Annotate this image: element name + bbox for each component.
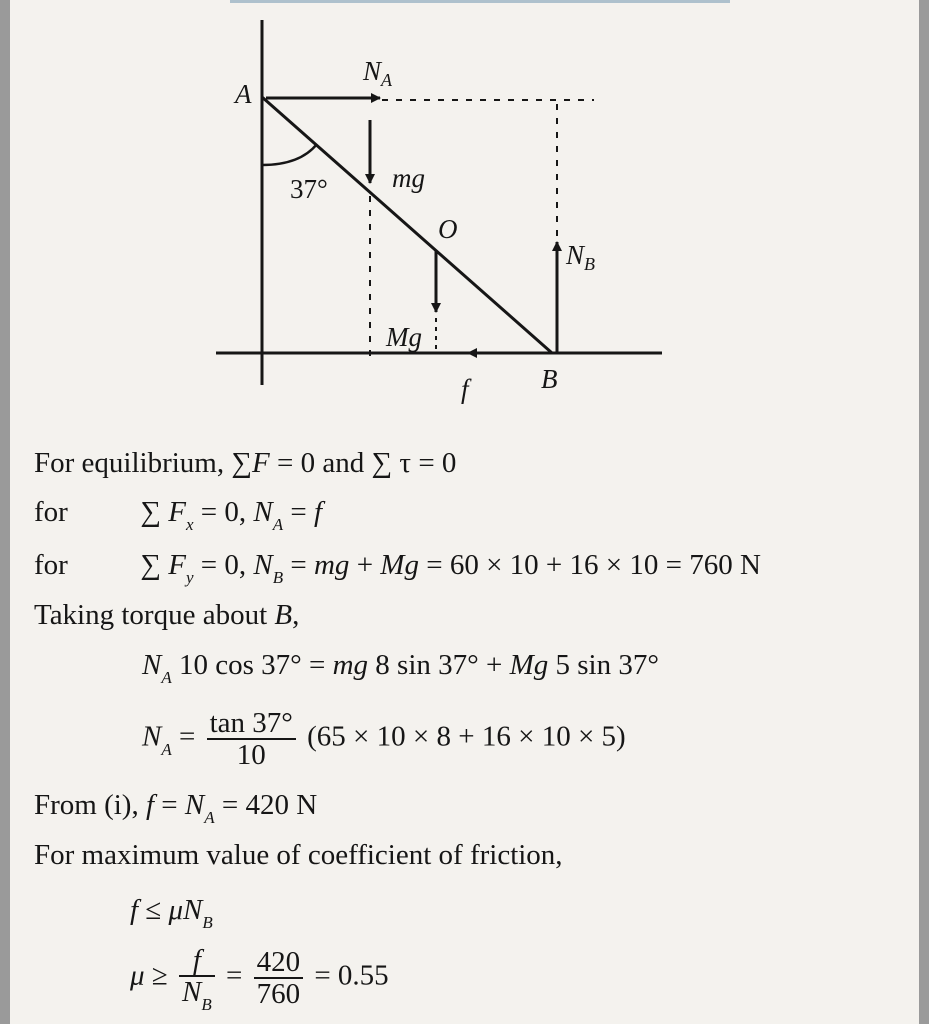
- friction-value-line: From (i), $f = N_A = 420$ N: [34, 789, 318, 827]
- NB-label: $N_B$: [566, 240, 596, 274]
- NA-label: $N_A$: [363, 56, 393, 90]
- solution-page: [10, 0, 919, 1024]
- na-solution-line: $N_A$ = $\frac{\tan 37^\circ}{10}$ (65 × 10 × 8 + 16 × 10 × 5): [142, 707, 626, 771]
- Mg-label: Mg: [386, 322, 422, 352]
- numeric-fraction: $\frac{420}{760}$: [254, 947, 304, 1009]
- tan-fraction: $\frac{\tan 37^\circ}{10}$: [207, 708, 296, 770]
- equilibrium-line: For equilibrium, ∑F = 0 and ∑ τ = 0: [34, 447, 457, 479]
- torque-equation-line: $N_A$ 10 cos 37° = mg 8 sin 37° + Mg 5 sin 37°: [142, 649, 659, 687]
- sum-fx-line: for ∑ $F_x = 0$, $N_A = f$: [34, 496, 323, 534]
- point-A-label: A: [235, 79, 252, 109]
- ladder-free-body-diagram: [10, 0, 919, 420]
- inequality-line: $f \le \mu N_B$: [130, 894, 213, 932]
- mg-label: mg: [392, 163, 425, 193]
- max-coefficient-line: For maximum value of coefficient of friction,: [34, 839, 563, 871]
- mu-result-line: μ ≥ $\frac{f}{N_B}$ = $\frac{420}{760}$ = 0.55: [130, 944, 389, 1014]
- angle-label: 37°: [290, 174, 328, 204]
- sum-fy-line: for ∑ $F_y = 0$, $N_B$ = mg + Mg = 60 × 10 + 16 × 10 = 760 N: [34, 549, 761, 587]
- f-over-nb-fraction: $\frac{f}{N_B}$: [179, 945, 215, 1011]
- angle-arc: [262, 144, 317, 165]
- point-O-label: O: [438, 214, 458, 244]
- friction-label: f: [461, 374, 469, 404]
- torque-heading-line: Taking torque about B,: [34, 599, 300, 631]
- point-B-label: B: [541, 364, 558, 394]
- ladder-line: [262, 97, 552, 353]
